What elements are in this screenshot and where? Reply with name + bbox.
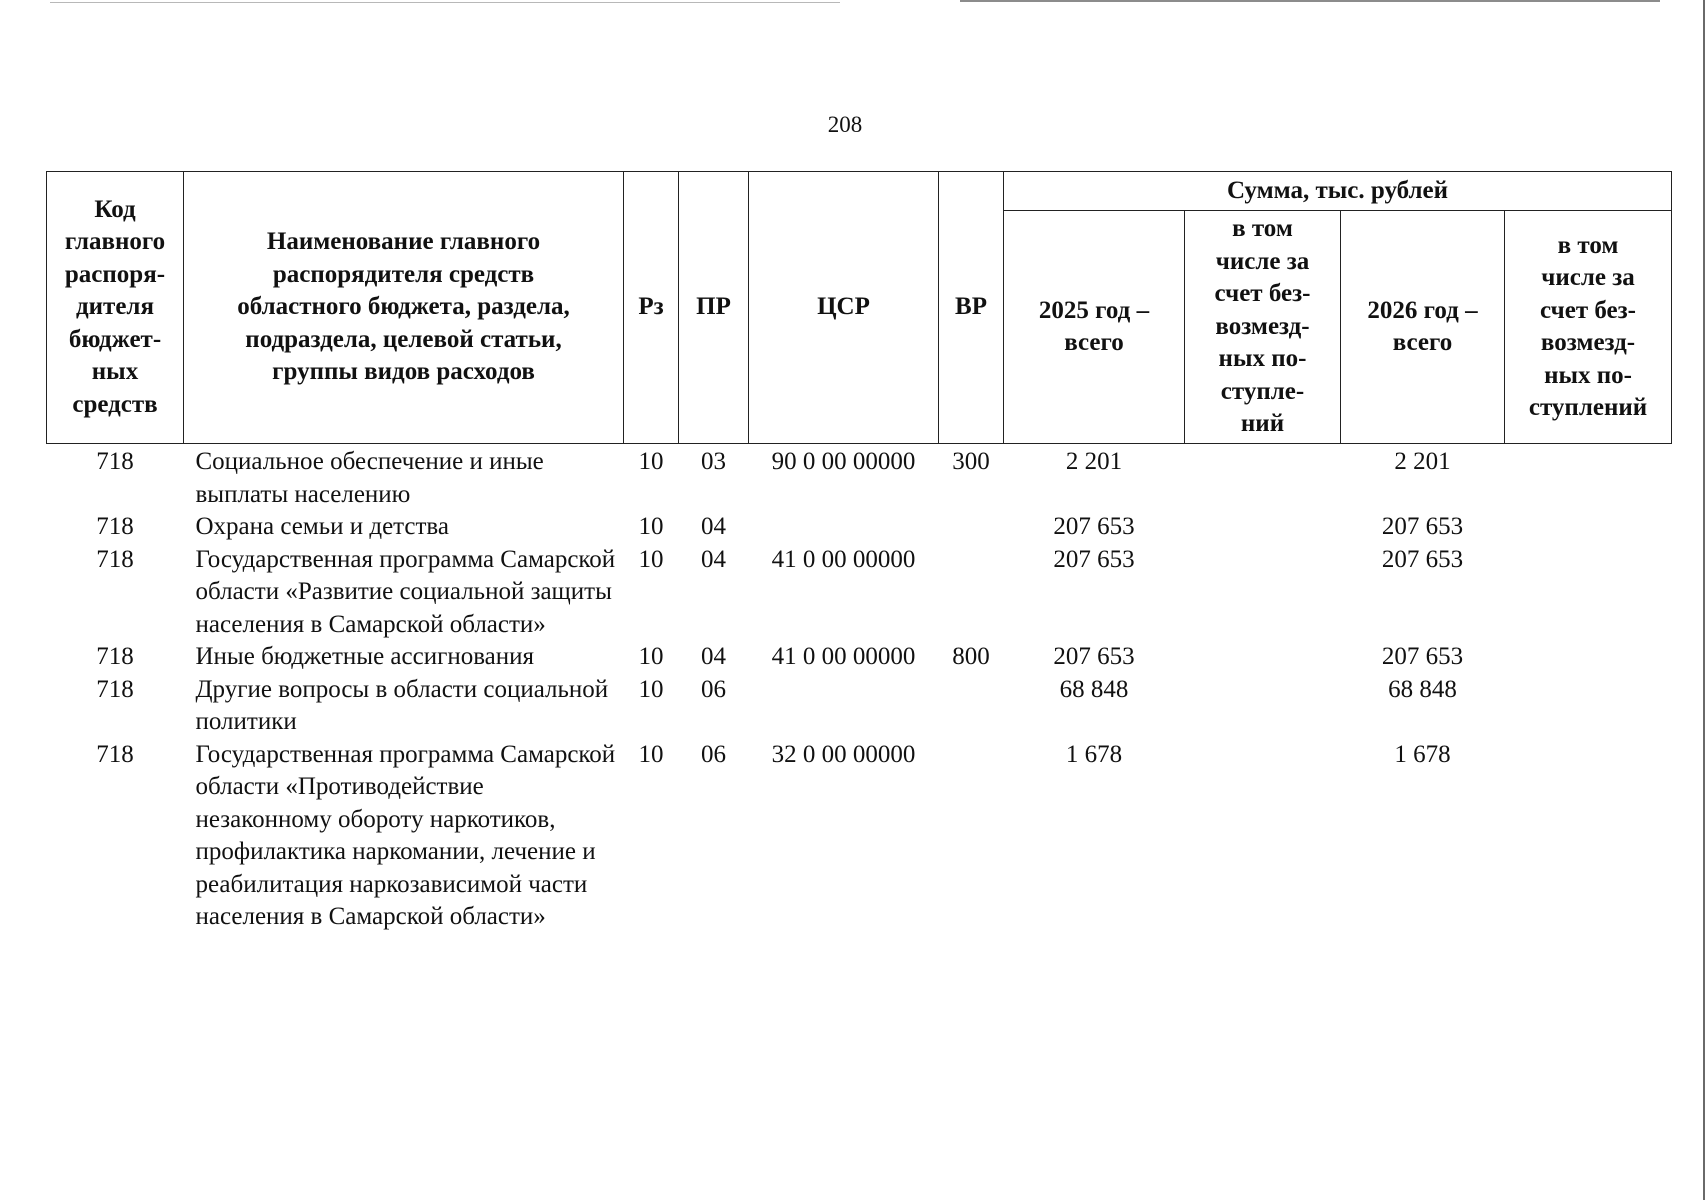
cell-total-2026: 2 201 (1394, 448, 1451, 475)
cell-name: Государственная программа Самарской области «Противодействие незаконному обороту наркотиков, профилактика наркомании, лечение и реабилитация наркозависимой части населения в Самарской области» (195, 740, 616, 930)
table-row (47, 739, 1672, 934)
cell-name: Социальное обеспечение и иные выплаты населению (195, 448, 544, 508)
cell-grant-2026 (1505, 641, 1672, 674)
cell-pr: 04 (701, 545, 726, 573)
header-total-2025: 2025 год – всего (1004, 211, 1185, 444)
header-sum-group: Сумма, тыс. рублей (1004, 172, 1672, 211)
cell-name: Охрана семьи и детства (195, 513, 449, 540)
cell-pr: 03 (701, 448, 726, 475)
cell-csr (749, 511, 939, 544)
cell-total-2025: 207 653 (1053, 643, 1135, 670)
cell-code: 718 (96, 448, 134, 475)
cell-code: 718 (96, 643, 134, 670)
cell-pr: 06 (701, 675, 726, 703)
cell-rz: 10 (638, 513, 664, 540)
cell-total-2025: 2 201 (1065, 448, 1123, 475)
cell-csr: 41 0 00 00000 (771, 643, 916, 670)
cell-total-2025: 207 653 (1053, 545, 1135, 573)
cell-total-2026: 207 653 (1381, 643, 1464, 670)
cell-rz: 10 (638, 643, 664, 670)
table-header (47, 172, 1672, 444)
cell-pr: 06 (701, 740, 726, 768)
cell-pr: 04 (701, 513, 726, 540)
cell-csr (749, 674, 939, 739)
header-total-2026: 2026 год – всего (1341, 211, 1505, 444)
cell-grant-2025 (1185, 511, 1341, 544)
cell-name: Иные бюджетные ассигнования (195, 643, 535, 670)
cell-name: Другие вопросы в области социальной политики (195, 675, 609, 735)
header-rz: Рз (624, 172, 679, 444)
table-row (47, 511, 1672, 544)
cell-grant-2026 (1505, 444, 1672, 512)
cell-grant-2025 (1185, 544, 1341, 642)
cell-vr (939, 511, 1004, 544)
cell-total-2026: 207 653 (1381, 545, 1464, 573)
cell-rz: 10 (638, 448, 664, 475)
cell-csr: 41 0 00 00000 (771, 545, 916, 573)
header-grant-2026: в том числе за счет без- возмезд- ных по- ступлений (1505, 211, 1672, 444)
table-row (47, 544, 1672, 642)
cell-grant-2026 (1505, 674, 1672, 739)
cell-code: 718 (96, 545, 134, 573)
cell-total-2026: 1 678 (1394, 740, 1451, 768)
scan-edge-top-left (50, 2, 840, 3)
cell-grant-2026 (1505, 511, 1672, 544)
cell-name: Государственная программа Самарской области «Развитие социальной защиты населения в Самарской области» (195, 545, 616, 638)
cell-vr (939, 674, 1004, 739)
header-code: Код главного распоря- дителя бюджет- ных средств (47, 172, 184, 444)
table-row (47, 444, 1672, 512)
header-pr: ПР (679, 172, 749, 444)
cell-grant-2025 (1185, 641, 1341, 674)
header-csr: ЦСР (749, 172, 939, 444)
cell-total-2025: 1 678 (1065, 740, 1123, 768)
scan-edge-top-right (960, 0, 1660, 2)
header-grant-2025: в том числе за счет без- возмезд- ных по- ступле- ний (1185, 211, 1341, 444)
cell-total-2026: 207 653 (1381, 513, 1464, 540)
cell-vr: 300 (952, 448, 990, 475)
cell-grant-2026 (1505, 739, 1672, 934)
cell-rz: 10 (638, 545, 664, 573)
cell-vr (939, 544, 1004, 642)
cell-vr (939, 739, 1004, 934)
cell-rz: 10 (638, 740, 664, 768)
page-number: 208 (827, 112, 863, 137)
cell-total-2025: 68 848 (1059, 675, 1129, 703)
cell-csr: 90 0 00 00000 (771, 448, 916, 475)
table-row (47, 641, 1672, 674)
cell-total-2026: 68 848 (1388, 675, 1457, 703)
cell-grant-2025 (1185, 739, 1341, 934)
header-name: Наименование главного распорядителя средств областного бюджета, раздела, подраздела, целевой статьи, группы видов расходов (184, 172, 624, 444)
cell-grant-2026 (1505, 544, 1672, 642)
cell-code: 718 (96, 740, 134, 768)
header-vr: ВР (939, 172, 1004, 444)
cell-pr: 04 (701, 643, 726, 670)
scan-edge-right (1703, 0, 1705, 1200)
table-row (47, 674, 1672, 739)
cell-code: 718 (96, 675, 134, 703)
cell-grant-2025 (1185, 444, 1341, 512)
cell-vr: 800 (952, 643, 990, 670)
budget-table (46, 171, 1672, 934)
table-body (47, 444, 1672, 934)
cell-grant-2025 (1185, 674, 1341, 739)
cell-csr: 32 0 00 00000 (771, 740, 916, 768)
cell-rz: 10 (638, 675, 664, 703)
cell-total-2025: 207 653 (1053, 513, 1135, 540)
cell-code: 718 (96, 513, 134, 540)
